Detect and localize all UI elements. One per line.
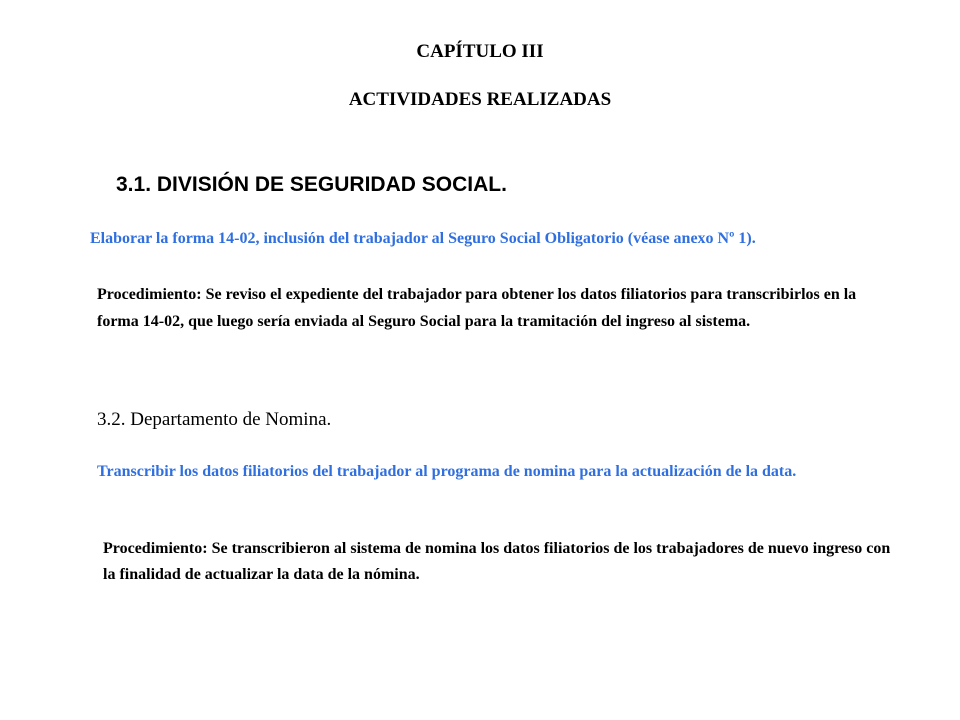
chapter-title: ACTIVIDADES REALIZADAS	[348, 89, 612, 110]
section-heading-seguridad-social: 3.1. DIVISIÓN DE SEGURIDAD SOCIAL.	[116, 173, 507, 196]
section-heading-nomina: 3.2. Departamento de Nomina.	[97, 409, 332, 430]
task-paragraph-nomina: Transcribir los datos filiatorios del trabajador al programa de nomina para la actualización de la data.	[97, 463, 797, 480]
procedure-paragraph-seguridad-social: Procedimiento: Se reviso el expediente del trabajador para obtener los datos filiatorios para transcribirlos en la forma 14-02, que luego sería enviada al Seguro Social para la tramitación del ingreso al sistema.	[97, 286, 857, 330]
chapter-number: CAPÍTULO III	[416, 41, 544, 62]
task-paragraph-seguridad-social: Elaborar la forma 14-02, inclusión del trabajador al Seguro Social Obligatorio (véase anexo Nº 1).	[90, 230, 756, 247]
procedure-paragraph-nomina: Procedimiento: Se transcribieron al sistema de nomina los datos filiatorios de los trabajadores de nuevo ingreso con la finalidad de actualizar la data de la nómina.	[103, 540, 891, 583]
